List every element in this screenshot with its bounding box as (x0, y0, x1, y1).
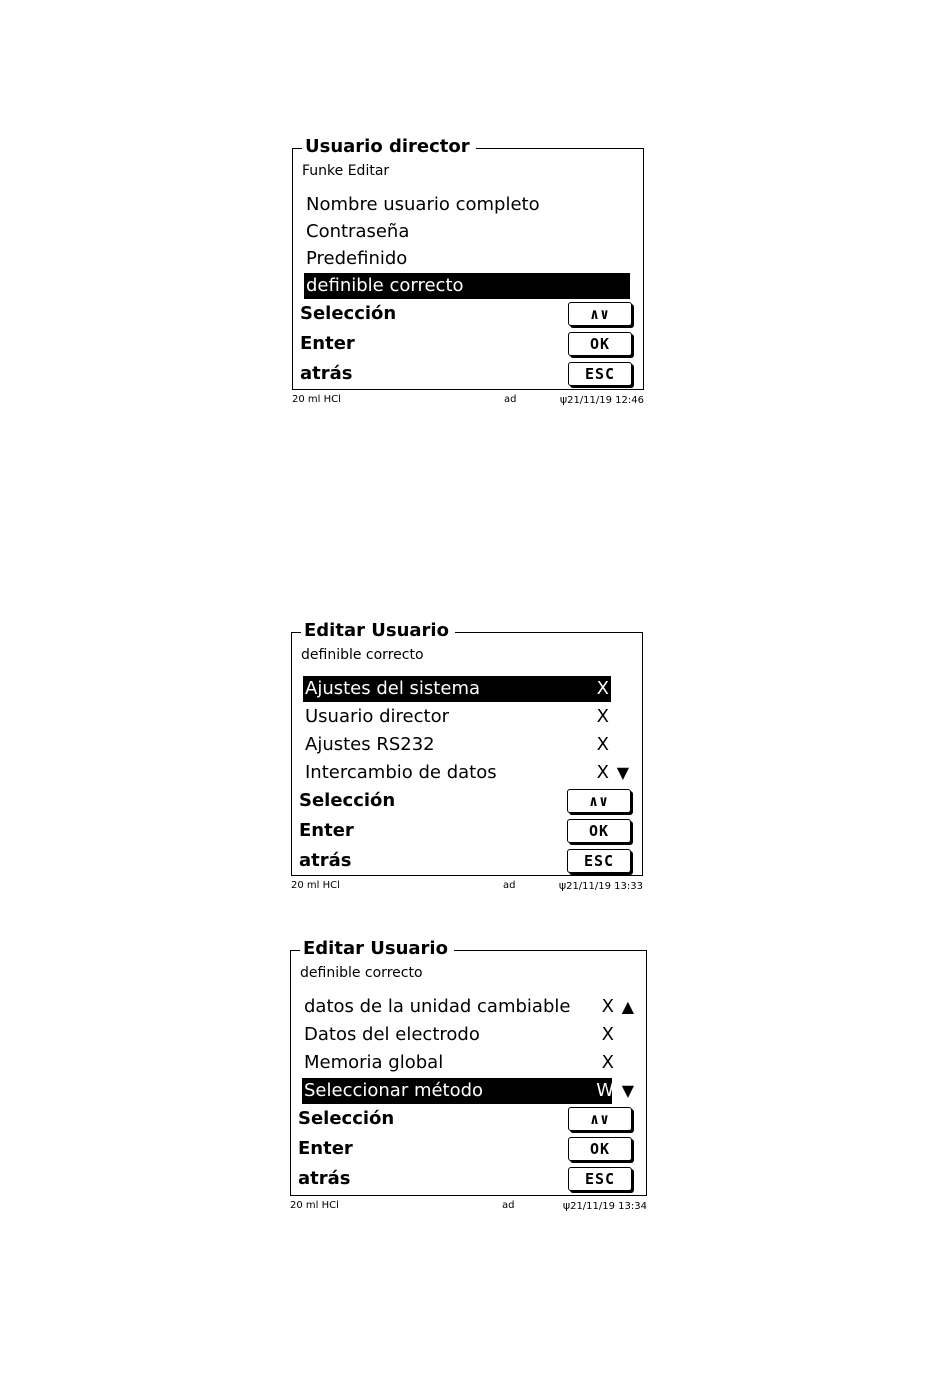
permission-value: X (601, 996, 614, 1017)
permission-value: W (596, 1080, 614, 1101)
action-row-selection (300, 299, 632, 329)
action-row-enter (299, 816, 631, 846)
status-datetime: 21/11/19 12:46 (567, 395, 644, 406)
action-label: Selección (299, 790, 396, 811)
dialog-subtitle: definible correcto (300, 965, 423, 981)
esc-button[interactable]: ESC (568, 362, 632, 386)
menu-item[interactable] (303, 760, 629, 786)
scroll-up-icon: ▲ (621, 997, 634, 1016)
status-reagent: 20 ml HCl (290, 1200, 339, 1211)
menu-item-label: Ajustes del sistema (305, 678, 481, 699)
action-label: Selección (298, 1108, 395, 1129)
action-row-selection (298, 1104, 632, 1134)
status-bar (292, 392, 644, 408)
dialog-subtitle: definible correcto (301, 647, 424, 663)
status-datetime-group (560, 392, 644, 409)
dialog-title: Editar Usuario (301, 620, 455, 642)
esc-button[interactable]: ESC (567, 849, 631, 873)
action-row-selection (299, 786, 631, 816)
permission-value: X (596, 706, 609, 727)
action-label: atrás (298, 1168, 351, 1189)
dialog-title: Editar Usuario (300, 938, 454, 960)
menu-item-label: Memoria global (304, 1052, 444, 1073)
action-row-enter (300, 329, 632, 359)
action-label: atrás (299, 850, 352, 871)
menu-item[interactable] (302, 1050, 634, 1076)
dialog-title: Usuario director (302, 136, 476, 158)
status-datetime: 21/11/19 13:33 (566, 881, 643, 892)
menu-item[interactable] (302, 1022, 634, 1048)
ok-button[interactable]: OK (567, 819, 631, 843)
usb-icon: ψ (562, 1199, 571, 1212)
status-datetime-group (563, 1198, 647, 1215)
esc-button[interactable]: ESC (568, 1167, 632, 1191)
menu-item[interactable] (304, 246, 630, 272)
status-user: ad (503, 880, 516, 891)
menu-item-selected[interactable] (302, 1078, 634, 1104)
menu-item-label: Predefinido (306, 248, 408, 269)
usb-icon: ψ (558, 879, 567, 892)
scroll-down-icon: ▼ (616, 763, 629, 782)
status-bar (291, 878, 643, 894)
status-user: ad (502, 1200, 515, 1211)
menu-item-label: datos de la unidad cambiable (304, 996, 571, 1017)
action-row-enter (298, 1134, 632, 1164)
action-label: Enter (299, 820, 354, 841)
status-reagent: 20 ml HCl (292, 394, 341, 405)
usb-icon: ψ (559, 393, 568, 406)
action-label: Selección (300, 303, 397, 324)
menu-item-label: Intercambio de datos (305, 762, 497, 783)
permission-value: X (601, 1024, 614, 1045)
menu-item-label: Usuario director (305, 706, 449, 727)
up-down-button[interactable]: ∧∨ (568, 1107, 632, 1131)
menu-item-label: Contraseña (306, 221, 410, 242)
menu-item[interactable] (304, 219, 630, 245)
menu-item-selected[interactable] (304, 273, 630, 299)
menu-item[interactable] (303, 732, 629, 758)
menu-item[interactable] (304, 192, 630, 218)
action-row-back (298, 1164, 632, 1194)
status-user: ad (504, 394, 517, 405)
status-bar (290, 1198, 647, 1214)
ok-button[interactable]: OK (568, 1137, 632, 1161)
up-down-button[interactable]: ∧∨ (567, 789, 631, 813)
menu-item-label: Seleccionar método (304, 1080, 484, 1101)
dialog-subtitle: Funke Editar (302, 163, 390, 179)
menu-item-label: Nombre usuario completo (306, 194, 540, 215)
permission-value: X (601, 1052, 614, 1073)
status-datetime-group (559, 878, 643, 895)
action-label: Enter (298, 1138, 353, 1159)
action-label: atrás (300, 363, 353, 384)
menu-item-label: Ajustes RS232 (305, 734, 435, 755)
up-down-button[interactable]: ∧∨ (568, 302, 632, 326)
menu-item[interactable] (303, 704, 629, 730)
menu-item-selected[interactable] (303, 676, 629, 702)
permission-value: X (596, 734, 609, 755)
status-datetime: 21/11/19 13:34 (570, 1201, 647, 1212)
menu-item-label: Datos del electrodo (304, 1024, 480, 1045)
action-row-back (300, 359, 632, 389)
menu-item[interactable] (302, 994, 634, 1020)
permission-value: X (596, 762, 609, 783)
permission-value: X (596, 678, 609, 699)
status-reagent: 20 ml HCl (291, 880, 340, 891)
menu-item-label: definible correcto (306, 275, 464, 296)
action-label: Enter (300, 333, 355, 354)
scroll-down-icon: ▼ (621, 1081, 634, 1100)
ok-button[interactable]: OK (568, 332, 632, 356)
action-row-back (299, 846, 631, 876)
